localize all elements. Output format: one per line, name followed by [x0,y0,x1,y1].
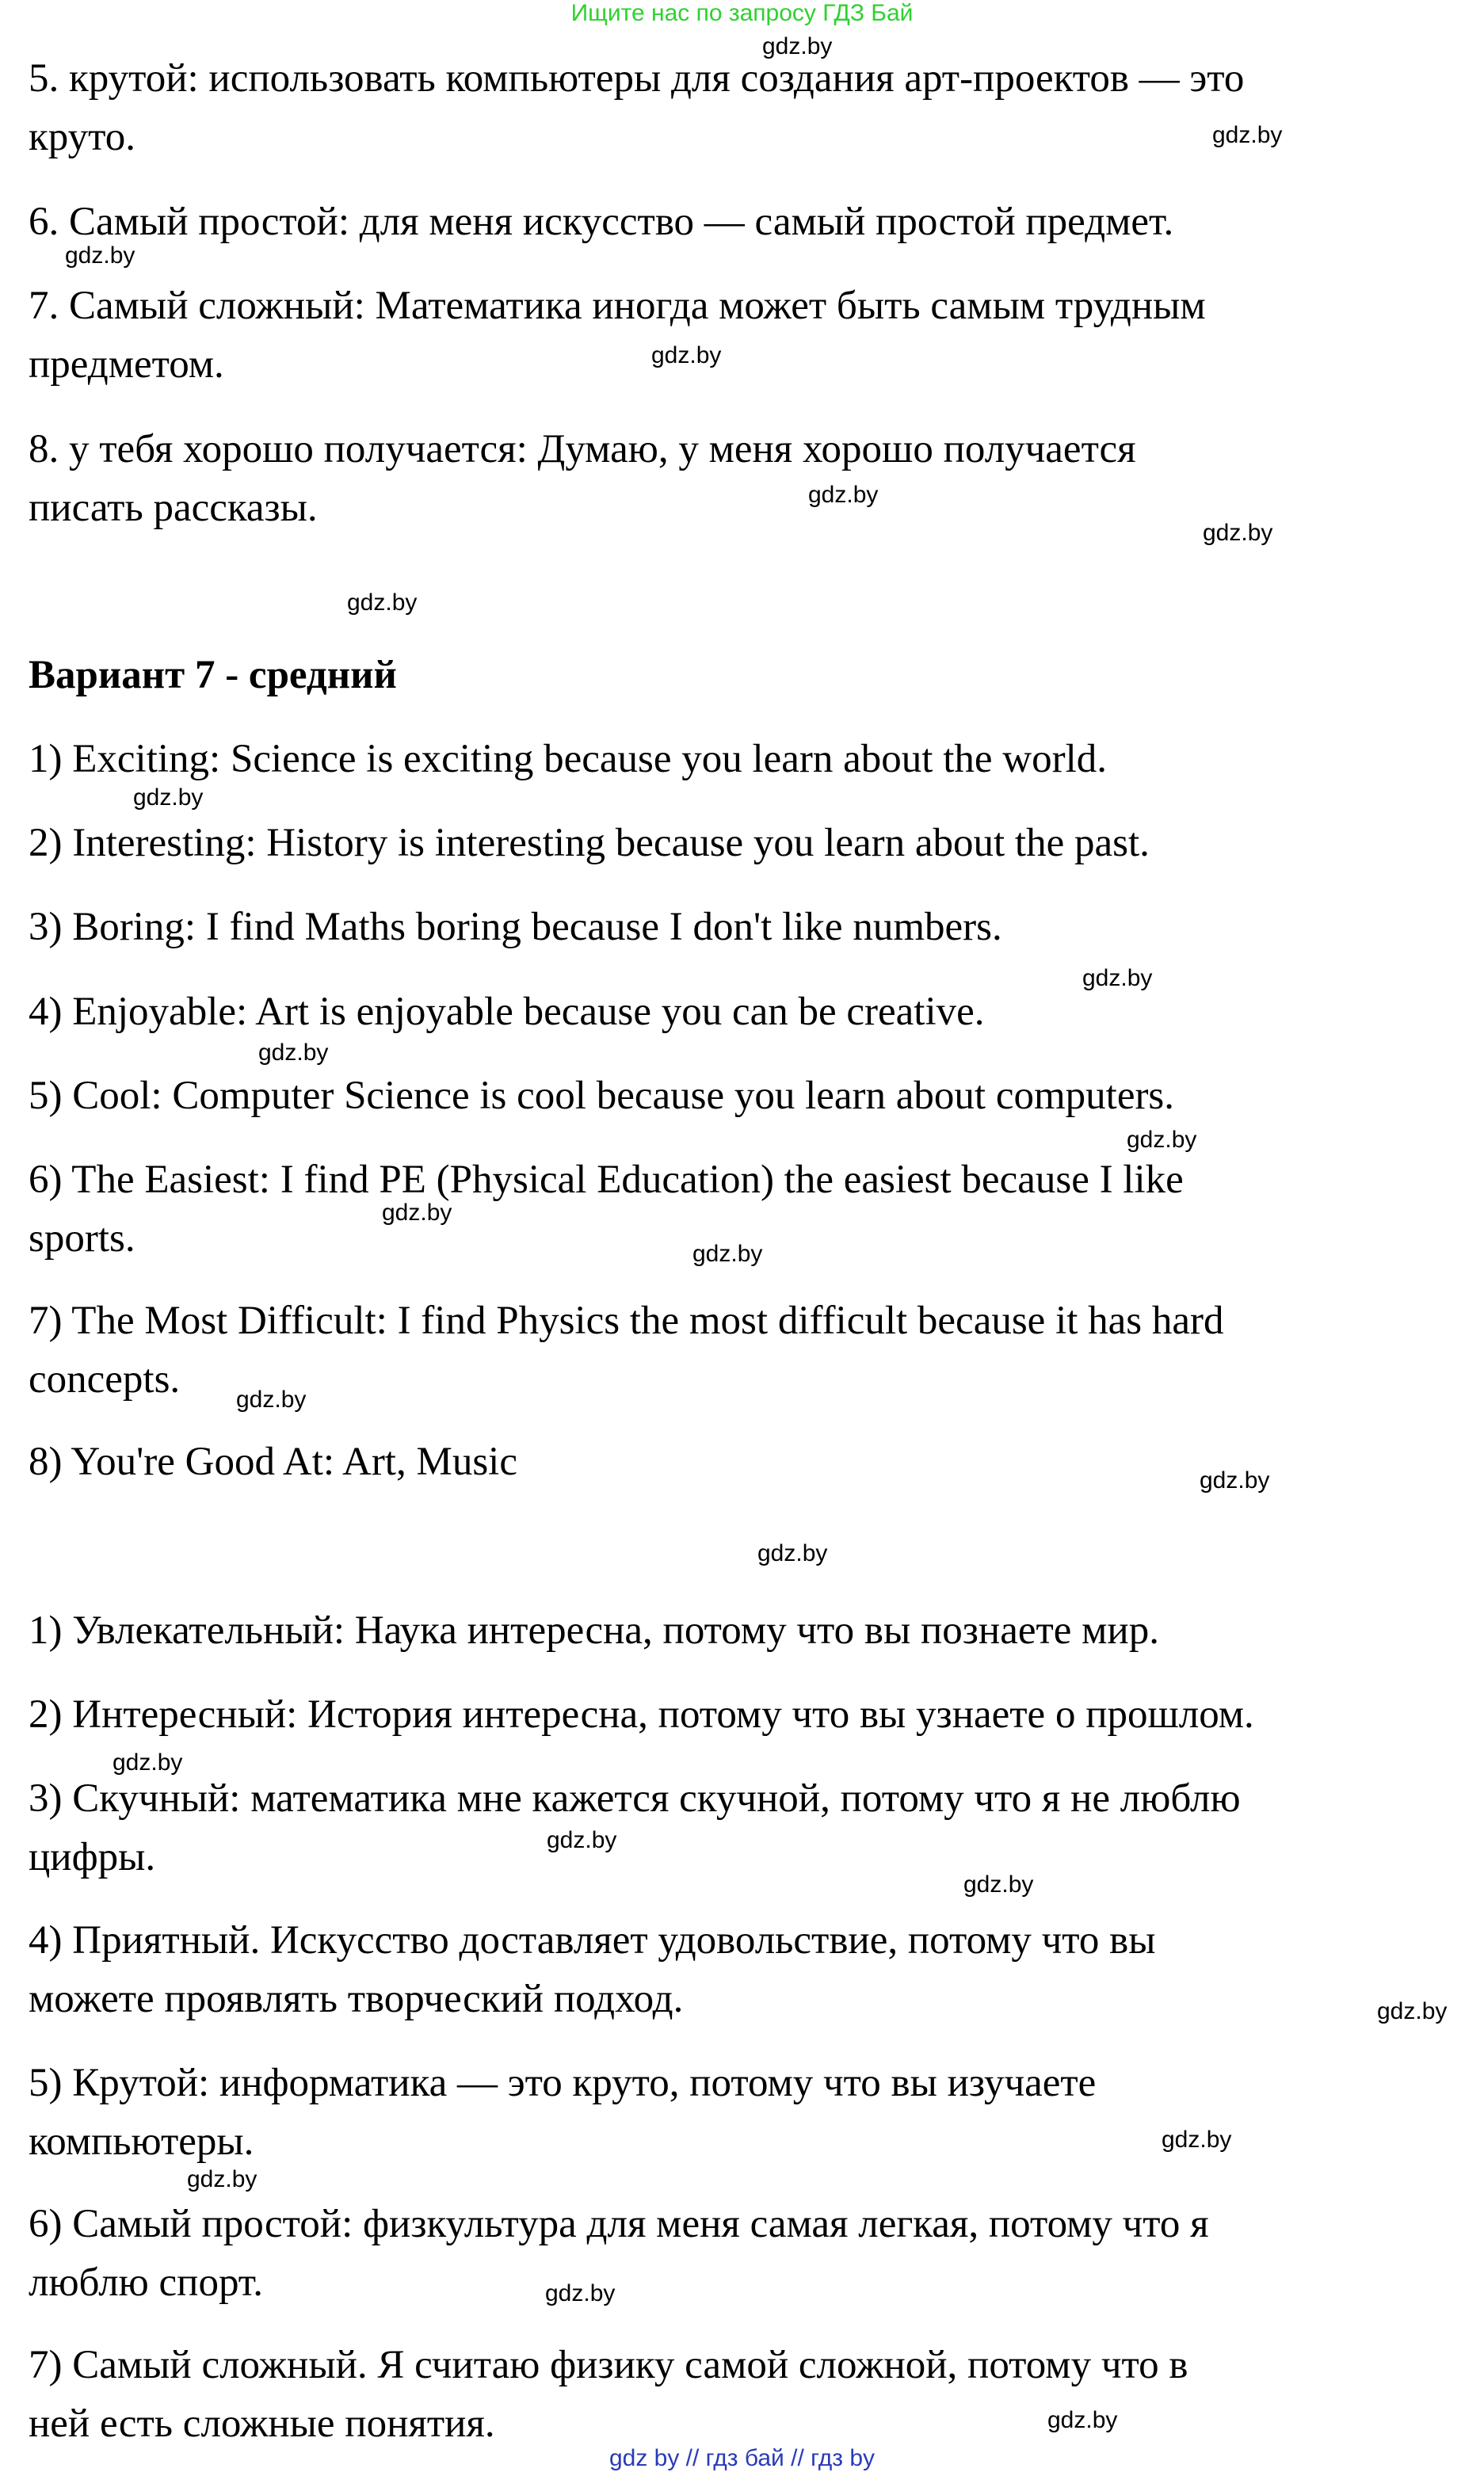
text-line: писать рассказы. [29,486,318,530]
text-line: 7. Самый сложный: Математика иногда может быть самым трудным [29,284,1206,328]
watermark: gdz.by [258,1040,329,1066]
top-banner[interactable]: Ищите нас по запросу ГДЗ Бай [570,0,914,26]
watermark: gdz.by [133,784,204,811]
watermark: gdz.by [692,1241,763,1267]
watermark: gdz.by [65,242,135,269]
watermark: gdz.by [187,2166,258,2192]
text-line: 5. крутой: использовать компьютеры для создания арт-проектов — это [29,56,1245,101]
text-line: 3) Скучный: математика мне кажется скучной, потому что я не люблю [29,1776,1241,1821]
text-line: concepts. [29,1357,181,1402]
watermark: gdz.by [1212,122,1283,148]
section-heading: Вариант 7 - средний [29,653,397,697]
text-line: 4) Enjoyable: Art is enjoyable because you can be creative. [29,990,985,1034]
text-line: люблю спорт. [29,2260,263,2305]
watermark: gdz.by [1203,520,1273,546]
text-line: 4) Приятный. Искусство доставляет удовольствие, потому что вы [29,1918,1156,1963]
watermark: gdz.by [1200,1467,1270,1494]
text-line: цифры. [29,1835,156,1879]
watermark: gdz.by [1082,965,1153,991]
watermark: gdz.by [1127,1127,1197,1153]
text-line: 2) Интересный: История интересна, потому что вы узнаете о прошлом. [29,1692,1254,1737]
watermark: gdz.by [808,482,879,508]
text-line: компьютеры. [29,2119,254,2164]
watermark: gdz.by [757,1540,828,1566]
watermark: gdz.by [963,1871,1034,1898]
watermark: gdz.by [113,1749,183,1776]
text-line: ней есть сложные понятия. [29,2402,495,2446]
watermark: gdz.by [547,1827,617,1853]
text-line: предметом. [29,342,224,387]
text-line: sports. [29,1216,135,1261]
text-line: 6) The Easiest: I find PE (Physical Education) the easiest because I like [29,1158,1184,1202]
text-line: 7) Самый сложный. Я считаю физику самой сложной, потому что в [29,2343,1188,2387]
text-line: 6. Самый простой: для меня искусство — самый простой предмет. [29,200,1174,244]
watermark: gdz.by [347,589,418,616]
text-line: 1) Увлекательный: Наука интересна, потому что вы познаете мир. [29,1608,1159,1653]
watermark: gdz.by [236,1387,307,1413]
watermark: gdz.by [1377,1998,1448,2024]
text-line: круто. [29,115,135,159]
bottom-banner[interactable]: gdz by // гдз бай // гдз by [608,2445,876,2471]
text-line: 7) The Most Difficult: I find Physics the most difficult because it has hard [29,1299,1224,1343]
text-line: 1) Exciting: Science is exciting because you learn about the world. [29,737,1107,781]
text-line: 2) Interesting: History is interesting because you learn about the past. [29,821,1150,865]
watermark: gdz.by [762,33,833,59]
text-line: 8. у тебя хорошо получается: Думаю, у меня хорошо получается [29,427,1136,471]
watermark: gdz.by [382,1200,452,1226]
text-line: 8) You're Good At: Art, Music [29,1440,517,1484]
text-line: 5) Cool: Computer Science is cool because you learn about computers. [29,1074,1175,1118]
text-line: 3) Boring: I find Maths boring because I don't like numbers. [29,905,1002,949]
watermark: gdz.by [545,2280,616,2306]
text-line: 6) Самый простой: физкультура для меня самая легкая, потому что я [29,2202,1209,2246]
watermark: gdz.by [651,342,722,368]
text-line: 5) Крутой: информатика — это круто, потому что вы изучаете [29,2061,1097,2105]
watermark: gdz.by [1162,2127,1232,2153]
text-line: можете проявлять творческий подход. [29,1977,684,2021]
watermark: gdz.by [1047,2407,1118,2433]
